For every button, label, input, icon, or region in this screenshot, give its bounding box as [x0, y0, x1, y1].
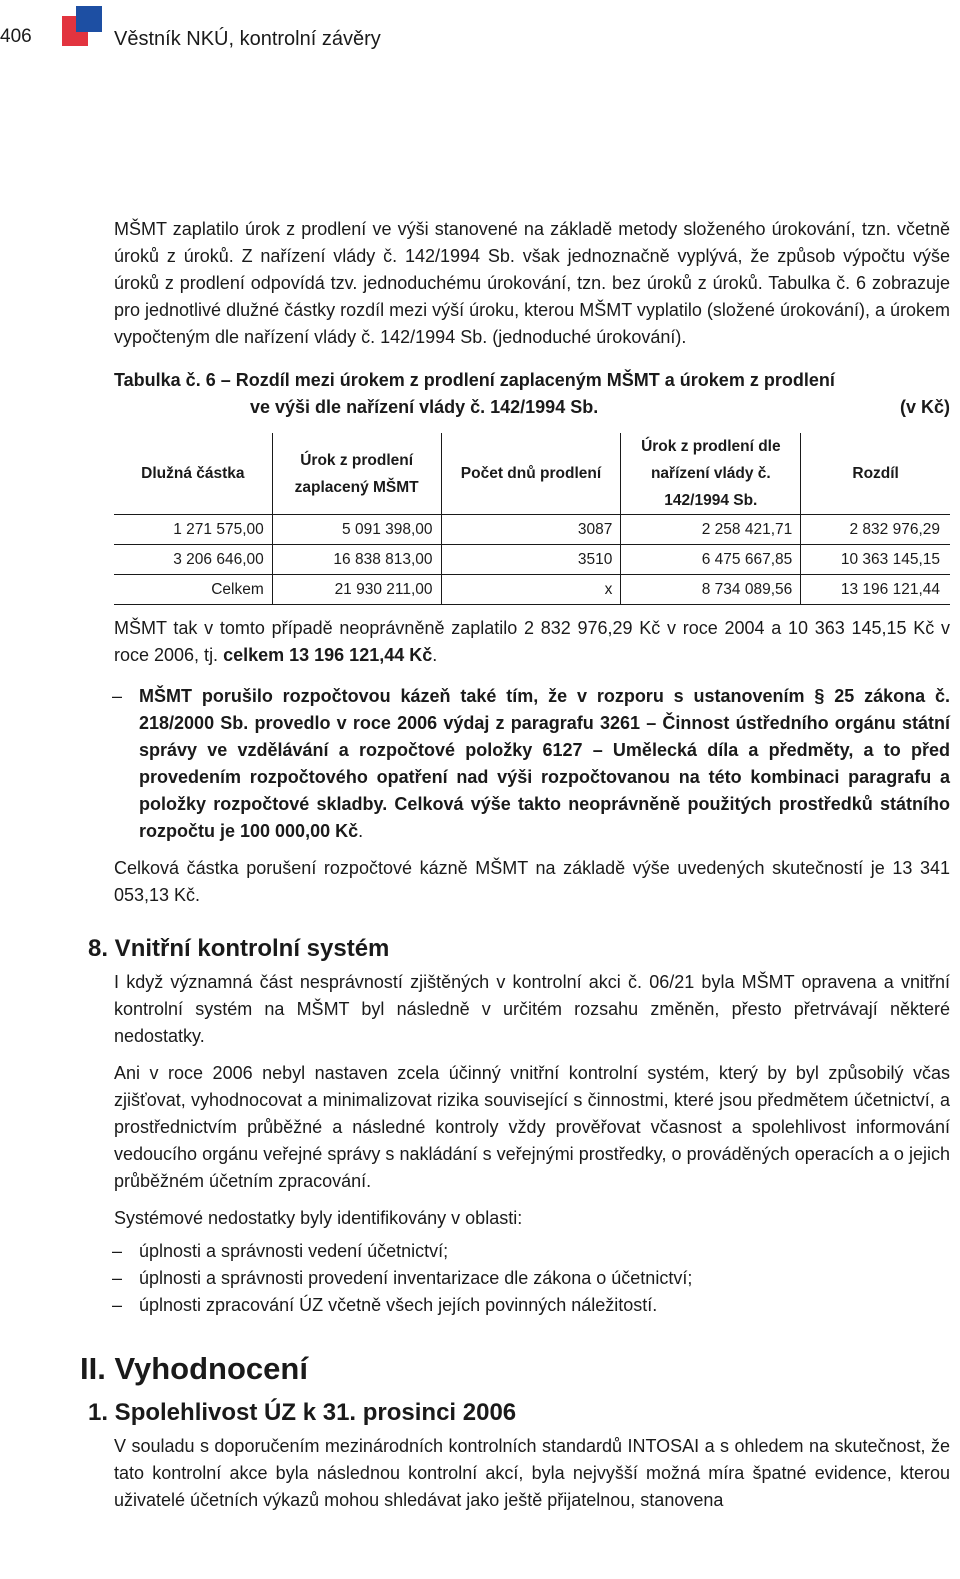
table-cell: 13 196 121,44: [801, 575, 950, 605]
table-cell: 16 838 813,00: [272, 545, 441, 575]
deficiency-list: [114, 1238, 950, 1319]
part-2-heading: II. Vyhodnocení: [80, 1351, 308, 1386]
table-cell: x: [441, 575, 621, 605]
page-content: [80, 216, 951, 1514]
col-header-regulation-interest: Úrok z prodlení dle nařízení vlády č. 142/1994 Sb.: [621, 433, 801, 515]
table-cell: 5 091 398,00: [272, 515, 441, 545]
interest-table: [114, 433, 950, 605]
table-cell: 6 475 667,85: [621, 545, 801, 575]
after-table-paragraph: [114, 615, 950, 669]
part-2-section-1-heading: 1. Spolehlivost ÚZ k 31. prosinci 2006: [88, 1399, 517, 1426]
intro-paragraph: MŠMT zaplatilo úrok z prodlení ve výši stanovené na základě metody složeného úrokování, tzn. včetně úroků z úroků. Z nařízení vlády č. 142/1994 Sb. však jednoznačně vyplývá, že způsob výpočtu výše úroků z prodlení odpovídá tzv. jednoduchému úrokování, tzn. bez úroků z úroků. Tabulka č. 6 zobrazuje pro jednotlivé dlužné částky rozdíl mezi výší úroku, kterou MŠMT vyplatilo (složené úrokování), a úrokem vypočteným dle nařízení vlády č. 142/1994 Sb. (jednoduché úrokování).: [114, 219, 951, 347]
table-unit: (v Kč): [899, 397, 950, 417]
table-caption: [114, 367, 950, 421]
col-header-difference: Rozdíl: [801, 433, 950, 515]
col-header-debt: Dlužná částka: [114, 433, 272, 515]
table-header-row: [114, 433, 950, 515]
table-cell: 2 832 976,29: [801, 515, 950, 545]
col-header-days: Počet dnů prodlení: [441, 433, 621, 515]
table-caption-line1: Tabulka č. 6 – Rozdíl mezi úrokem z prodlení zaplaceným MŠMT a úrokem z prodlení: [114, 370, 835, 390]
section-8-heading: 8. Vnitřní kontrolní systém: [88, 935, 390, 962]
list-item: – úplnosti zpracování ÚZ včetně všech jejích povinných náležitostí.: [114, 1292, 950, 1319]
table-cell: 21 930 211,00: [272, 575, 441, 605]
table-row: [114, 515, 950, 545]
section-8-paragraph-3: Systémové nedostatky byly identifikovány v oblasti:: [114, 1208, 523, 1228]
budget-violation-end: .: [358, 821, 364, 841]
logo-blue-square: [76, 6, 102, 32]
budget-violation-text: MŠMT porušilo rozpočtovou kázeň také tím, že v rozporu s ustanovením § 25 zákona č. 218/2000 Sb. provedlo v roce 2006 výdaj z paragrafu 3261 – Činnost ústředního orgánu státní správy ve vzdělávání a rozpočtové položky 6127 – Umělecká díla a předměty, a to před provedením rozpočtového opatření nad výši rozpočtovanou na této kombinaci paragrafu a položky rozpočtové skladby. Celková výše takto neoprávněně použitých prostředků státního rozpočtu je 100 000,00 Kč: [139, 686, 950, 841]
table-cell: 3087: [441, 515, 621, 545]
table-cell: 3 206 646,00: [114, 545, 272, 575]
part-2-paragraph-1: V souladu s doporučením mezinárodních kontrolních standardů INTOSAI a s ohledem na skutečnost, že tato kontrolní akce byla následnou kontrolní akcí, byla nejvyšší možná míra špatné evidence, kterou uživatelé účetních výkazů mohou shledávat jako ještě přijatelnou, stanovena: [114, 1436, 950, 1510]
nku-logo: [62, 6, 102, 46]
table-row: [114, 545, 950, 575]
table-cell: 2 258 421,71: [621, 515, 801, 545]
table-cell: 8 734 089,56: [621, 575, 801, 605]
after-table-total: celkem 13 196 121,44 Kč: [223, 645, 433, 665]
table-caption-line2: ve výši dle nařízení vlády č. 142/1994 Sb.: [250, 397, 599, 417]
table-cell: 10 363 145,15: [801, 545, 950, 575]
table-cell: 1 271 575,00: [114, 515, 272, 545]
table-cell: 3510: [441, 545, 621, 575]
after-table-text: MŠMT tak v tomto případě neoprávněně zaplatilo 2 832 976,29 Kč v roce 2004 a 10 363 145,15 Kč v roce 2006, tj.: [114, 618, 950, 665]
after-table-end: .: [432, 645, 438, 665]
page-number: 406: [0, 26, 32, 47]
list-item: – úplnosti a správnosti provedení inventarizace dle zákona o účetnictví;: [114, 1265, 950, 1292]
table-total-row: [114, 575, 950, 605]
section-8-paragraph-1: I když významná část nesprávností zjištěných v kontrolní akci č. 06/21 byla MŠMT opravena a vnitřní kontrolní systém na MŠMT byl následně v určitém rozsahu změněn, přesto přetrvávají některé nedostatky.: [114, 972, 950, 1046]
section-8-paragraph-2: Ani v roce 2006 nebyl nastaven zcela účinný vnitřní kontrolní systém, který by byl způsobilý včas zjišťovat, vyhodnocovat a minimalizovat rizika související s činnostmi, které jsou předmětem účetnictví, a prostřednictvím průběžné a následné kontroly vždy prověřovat včasnost a spolehlivost informování vedoucího orgánu veřejné správy s nakládání s veřejnými prostředky, o prováděných operacích a o jejich průběžném účetním zpracování.: [114, 1063, 950, 1191]
total-paragraph: Celková částka porušení rozpočtové kázně MŠMT na základě výše uvedených skutečností je 13 341 053,13 Kč.: [114, 858, 950, 905]
list-item: – úplnosti a správnosti vedení účetnictví;: [114, 1238, 950, 1265]
budget-violation-paragraph: [114, 683, 950, 845]
table-cell: Celkem: [114, 575, 272, 605]
journal-title: Věstník NKÚ, kontrolní závěry: [114, 28, 381, 50]
col-header-paid-interest: Úrok z prodlení zaplacený MŠMT: [272, 433, 441, 515]
